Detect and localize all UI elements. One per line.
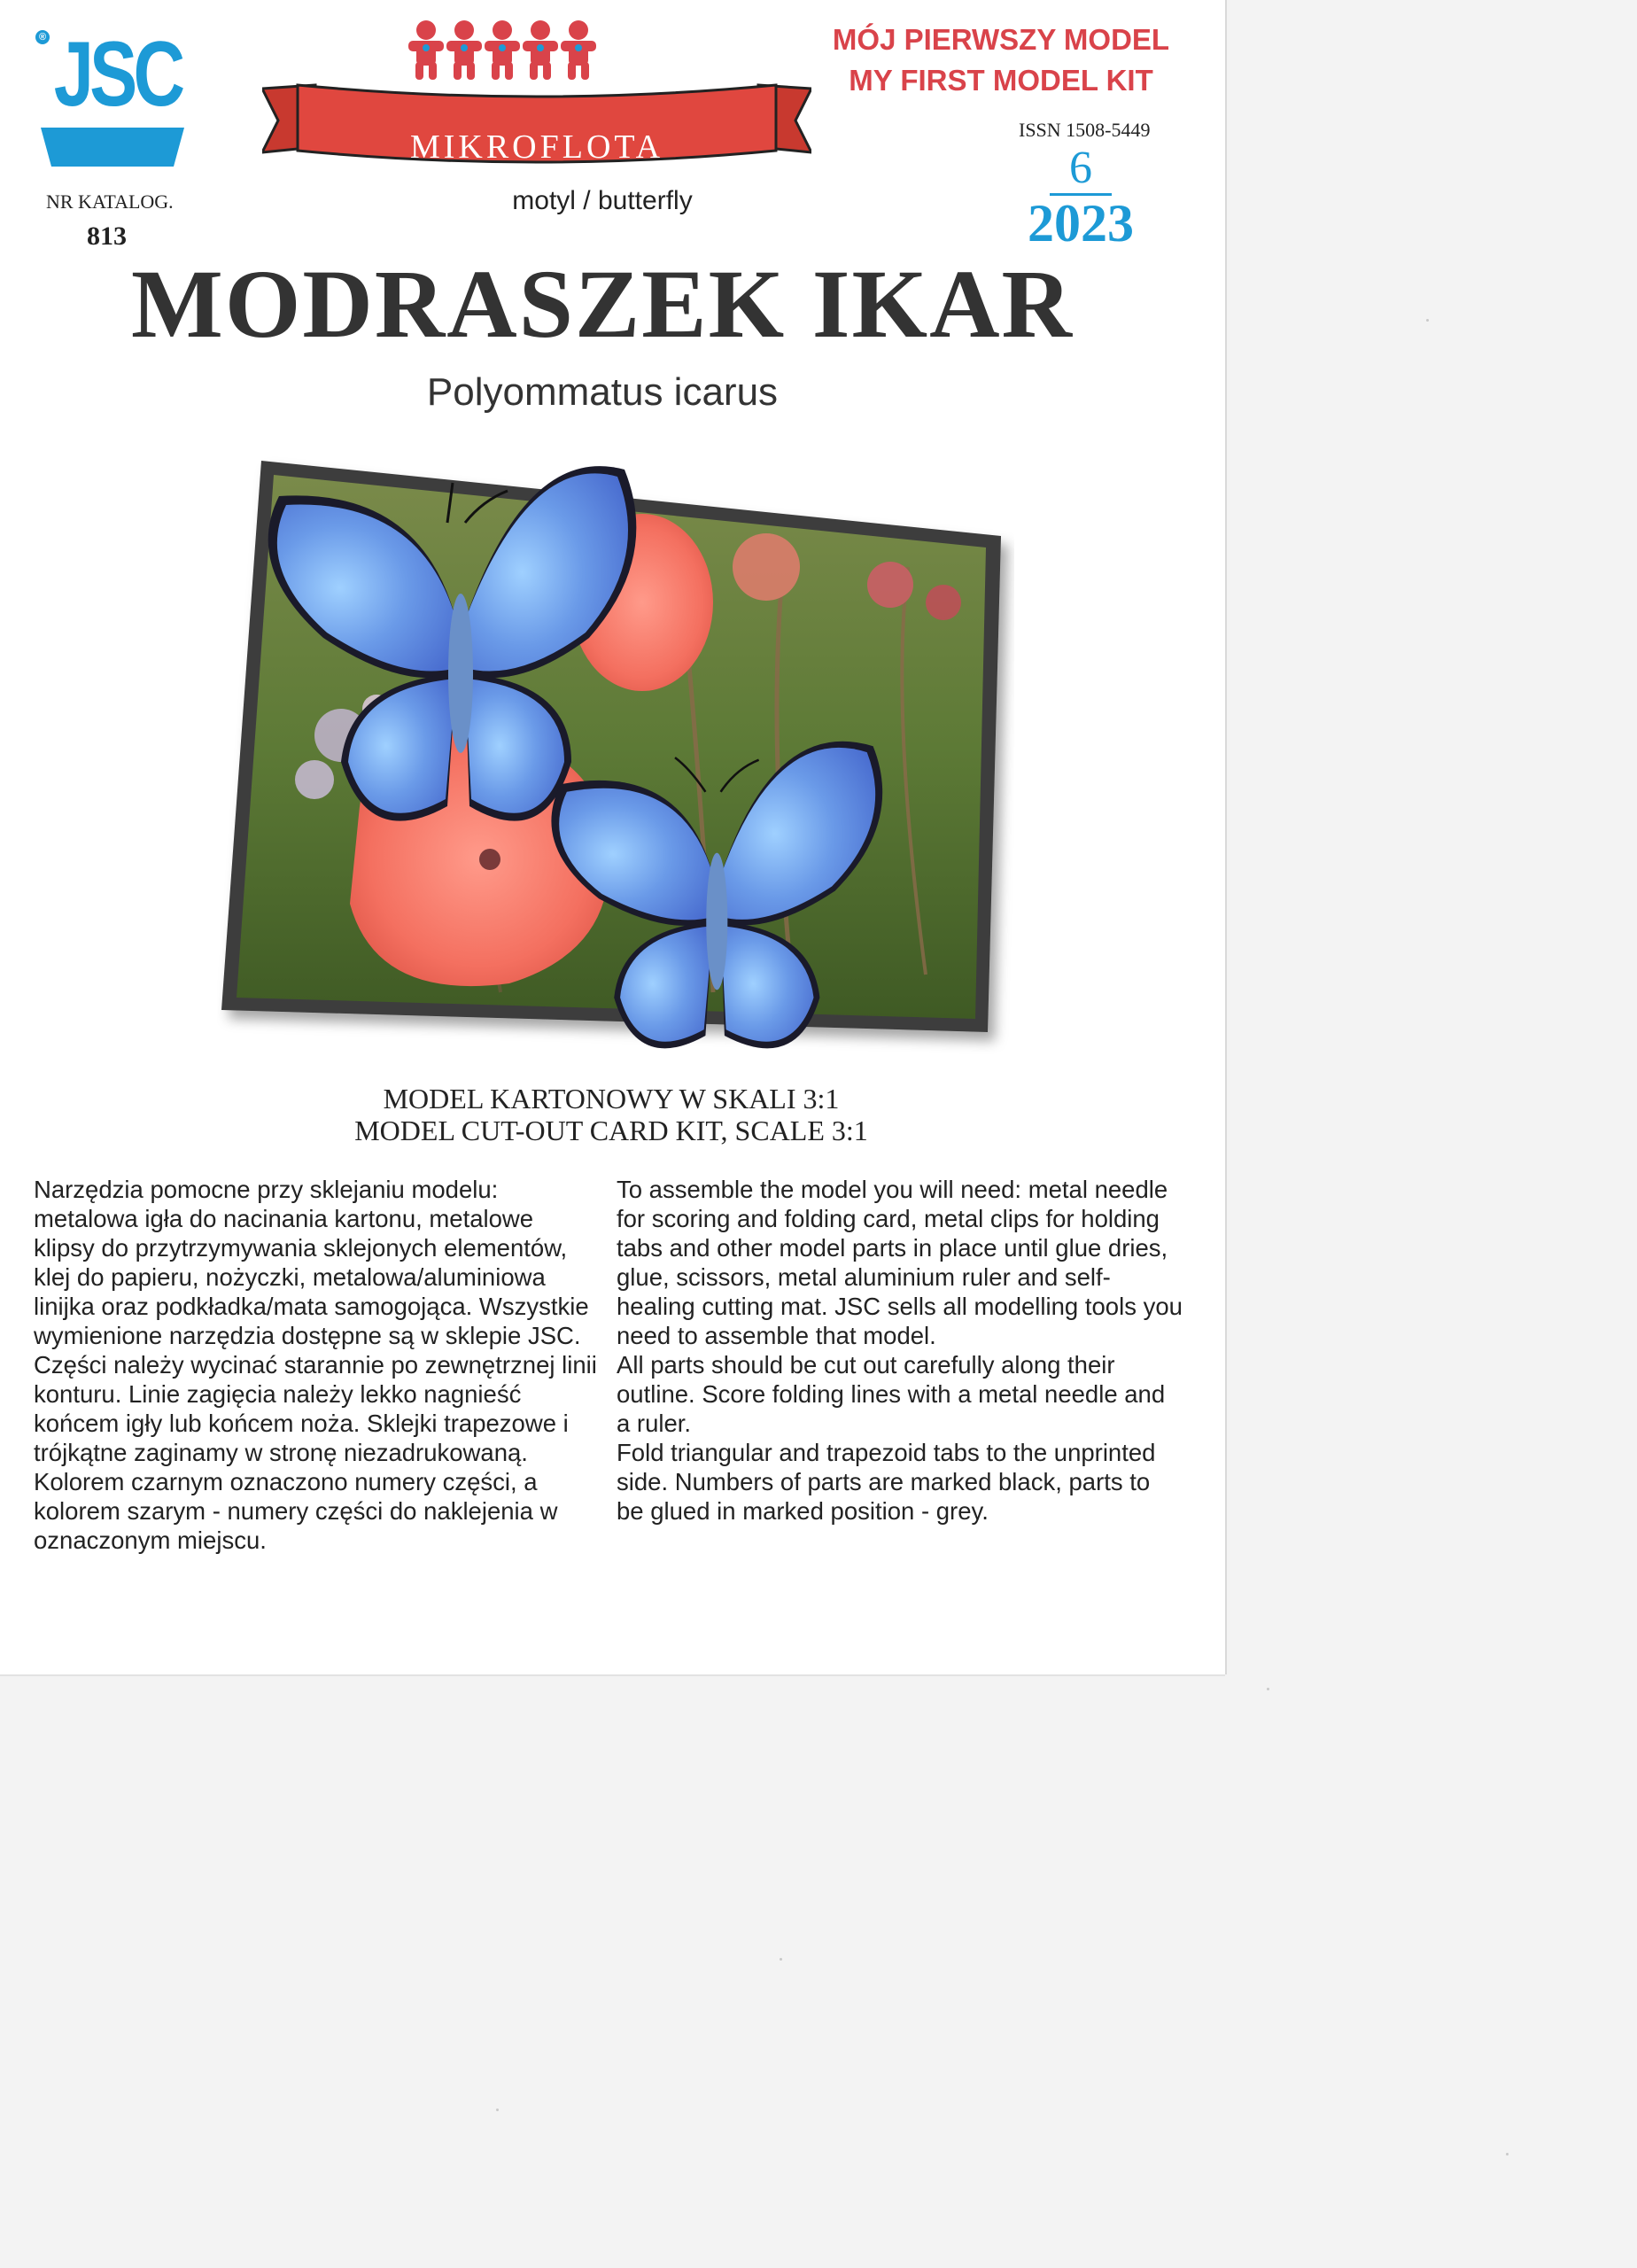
hero-butterfly-photo: [217, 443, 1014, 1054]
instruction-paragraph: Narzędzia pomocne przy sklejaniu modelu: metalowa igła do nacinania kartonu, metalowe klipsy do przytrzymywania sklejonych elementów, klej do papieru, nożyczki, metalowa/aluminiowa linijka oraz podkładka/mata samogojąca. Wszystkie wymienione narzędzia dostępne są w sklepie JSC.: [34, 1176, 589, 1349]
scale-text-polish: MODEL KARTONOWY W SKALI 3:1: [383, 1083, 840, 1115]
instruction-paragraph: All parts should be cut out carefully along their outline. Score folding lines with a metal needle and a ruler.: [617, 1351, 1166, 1437]
catalog-number: 813: [87, 221, 127, 251]
series-banner: [262, 18, 811, 168]
latin-name: Polyommatus icarus: [426, 370, 779, 414]
issue-number: 6: [1069, 143, 1092, 193]
scale-text-english: MODEL CUT-OUT CARD KIT, SCALE 3:1: [354, 1115, 868, 1146]
issn-number: ISSN 1508-5449: [1019, 119, 1151, 141]
instructions-polish: [34, 1175, 601, 1555]
series-label: MIKROFLOTA: [409, 128, 664, 166]
scan-speck: [780, 1958, 782, 1961]
logo-underbar: [41, 128, 184, 167]
scan-speck: [1267, 1688, 1269, 1690]
logo-text: JSC: [53, 23, 182, 126]
issue-year: 2023: [1028, 194, 1134, 252]
scan-speck: [1506, 2153, 1509, 2155]
instruction-paragraph: Fold triangular and trapezoid tabs to the unprinted side. Numbers of parts are marked black, parts to be glued in marked position - grey.: [617, 1439, 1156, 1525]
model-type-subtitle: motyl / butterfly: [512, 186, 693, 215]
catalog-label: NR KATALOG.: [46, 190, 174, 213]
instructions-english: [617, 1175, 1183, 1526]
registered-mark: ®: [35, 30, 50, 44]
page-title: MODRASZEK IKAR: [131, 250, 1074, 358]
kit-type-polish: MÓJ PIERWSZY MODEL: [832, 23, 1170, 56]
scan-speck: [1426, 319, 1429, 322]
instruction-paragraph: To assemble the model you will need: metal needle for scoring and folding card, metal clips for holding tabs and other model parts in place until glue dries, glue, scissors, metal aluminium ruler and self-healing cutting mat. JSC sells all modelling tools you need to assemble that model.: [617, 1176, 1183, 1349]
scan-speck: [496, 2109, 499, 2111]
jsc-logo: [34, 25, 191, 181]
instruction-paragraph: Części należy wycinać starannie po zewnętrznej linii konturu. Linie zagięcia należy lekko nagnieść końcem igły lub końcem noża. Sklejki trapezowe i trójkątne zaginamy w stronę niezadrukowaną. Kolorem czarnym oznaczono numery części, a kolorem szarym - numery części do naklejenia w oznaczonym miejscu.: [34, 1351, 597, 1554]
kit-type-english: MY FIRST MODEL KIT: [849, 64, 1153, 97]
